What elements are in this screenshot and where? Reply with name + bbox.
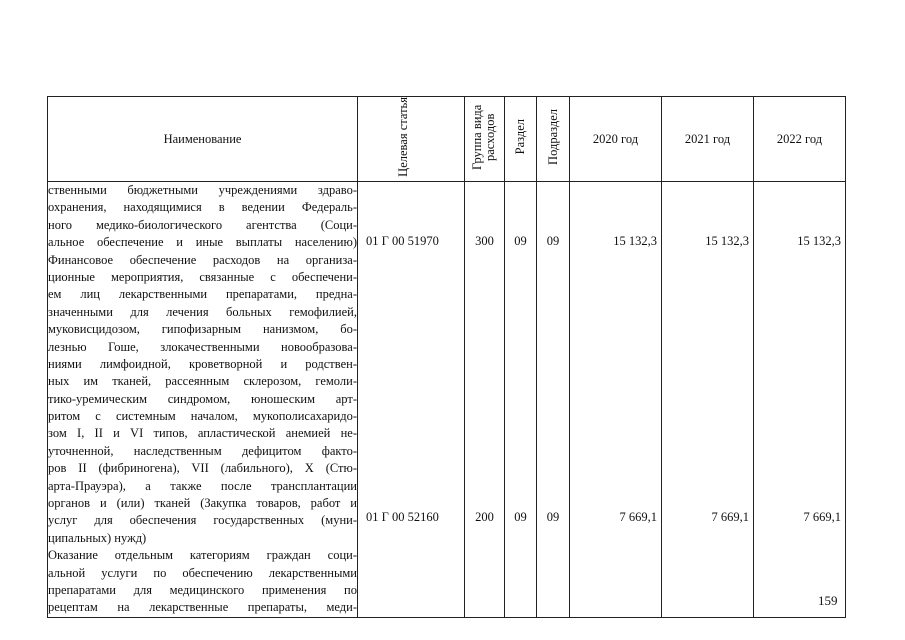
amount-2022-value: 7 669,1 — [803, 510, 841, 524]
header-row — [48, 97, 846, 182]
header-2021: 2021 год — [662, 97, 754, 182]
section-cell — [505, 182, 537, 618]
header-section: Раздел — [505, 97, 537, 182]
subsection-value: 09 — [546, 234, 560, 248]
name-line: ров II (фибриногена), VII (лабильного), X (Стю- — [48, 461, 357, 476]
amount-2022-value: 15 132,3 — [797, 234, 841, 248]
name-line: ципальных) нужд) — [48, 530, 147, 545]
name-line: органов и (или) тканей (Закупка товаров, работ и — [48, 496, 357, 511]
name-line: арта-Прауэра), а также после трансплантации — [48, 478, 357, 493]
name-line: ционные мероприятия, связанные с обеспечени- — [48, 269, 357, 284]
name-line: услуг для обеспечения государственных (муни- — [48, 513, 357, 528]
section-value: 09 — [514, 510, 527, 524]
name-line: охранения, находящимися в ведении Федераль- — [48, 200, 357, 215]
name-line: ного медико-биологического агентства (Соци- — [48, 217, 357, 232]
name-line: ем лиц лекарственными препаратами, предна- — [48, 287, 357, 302]
name-line: тико-уремическим синдромом, юношеским арт- — [48, 391, 357, 406]
subsection-cell — [537, 182, 570, 618]
name-line: Финансовое обеспечение расходов на организа- — [48, 252, 357, 267]
header-subsection: Подраздел — [537, 97, 570, 182]
expense-group-cell — [465, 182, 505, 618]
page-number: 159 — [818, 593, 838, 608]
name-line: рецептам на лекарственные препараты, меди- — [48, 600, 357, 615]
name-cell — [48, 182, 358, 618]
name-line: ниями лимфоидной, кроветворной и родствен- — [48, 356, 357, 371]
amount-2020-value: 15 132,3 — [613, 234, 657, 248]
amount-2022-cell — [754, 182, 846, 618]
name-line: зом I, II и VI типов, апластической анемией не- — [48, 426, 357, 441]
name-line: ритом с системным началом, мукополисахаридо- — [48, 409, 357, 424]
subsection-value: 09 — [546, 510, 560, 524]
table-body-row — [48, 182, 846, 618]
name-line: альное обеспечение и иные выплаты населению) — [48, 235, 357, 250]
section-value: 09 — [514, 234, 527, 248]
name-line: Оказание отдельным категориям граждан соци- — [48, 548, 357, 563]
target-article-value: 01 Г 00 51970 — [366, 234, 439, 248]
name-line: муковисцидозом, гипофизарным нанизмом, бо- — [48, 322, 357, 337]
name-line: лезнью Гоше, злокачественными новообразова- — [48, 339, 357, 354]
expense-group-value: 300 — [475, 234, 494, 248]
header-name: Наименование — [48, 97, 358, 182]
header-2022: 2022 год — [754, 97, 846, 182]
amount-2021-value: 7 669,1 — [711, 510, 749, 524]
header-2020: 2020 год — [570, 97, 662, 182]
target-article-cell — [358, 182, 465, 618]
expense-group-value: 200 — [475, 510, 494, 524]
amount-2020-cell — [570, 182, 662, 618]
name-line: ных им тканей, рассеянным склерозом, гемоли- — [48, 374, 357, 389]
name-line: препаратами для медицинского применения по — [48, 582, 357, 597]
budget-table — [47, 96, 846, 618]
header-target-article: Целевая статья — [358, 97, 465, 182]
amount-2021-value: 15 132,3 — [705, 234, 749, 248]
amount-2020-value: 7 669,1 — [619, 510, 657, 524]
header-expense-group: Группа вида расходов — [465, 97, 505, 182]
name-line: значенными для лечения больных гемофилией, — [48, 304, 357, 319]
name-line: альной услуги по обеспечению лекарственными — [48, 565, 357, 580]
target-article-value: 01 Г 00 52160 — [366, 510, 439, 524]
amount-2021-cell — [662, 182, 754, 618]
name-line: уточненной, наследственным дефицитом факто- — [48, 443, 357, 458]
name-line: ственными бюджетными учреждениями здраво- — [48, 183, 357, 197]
